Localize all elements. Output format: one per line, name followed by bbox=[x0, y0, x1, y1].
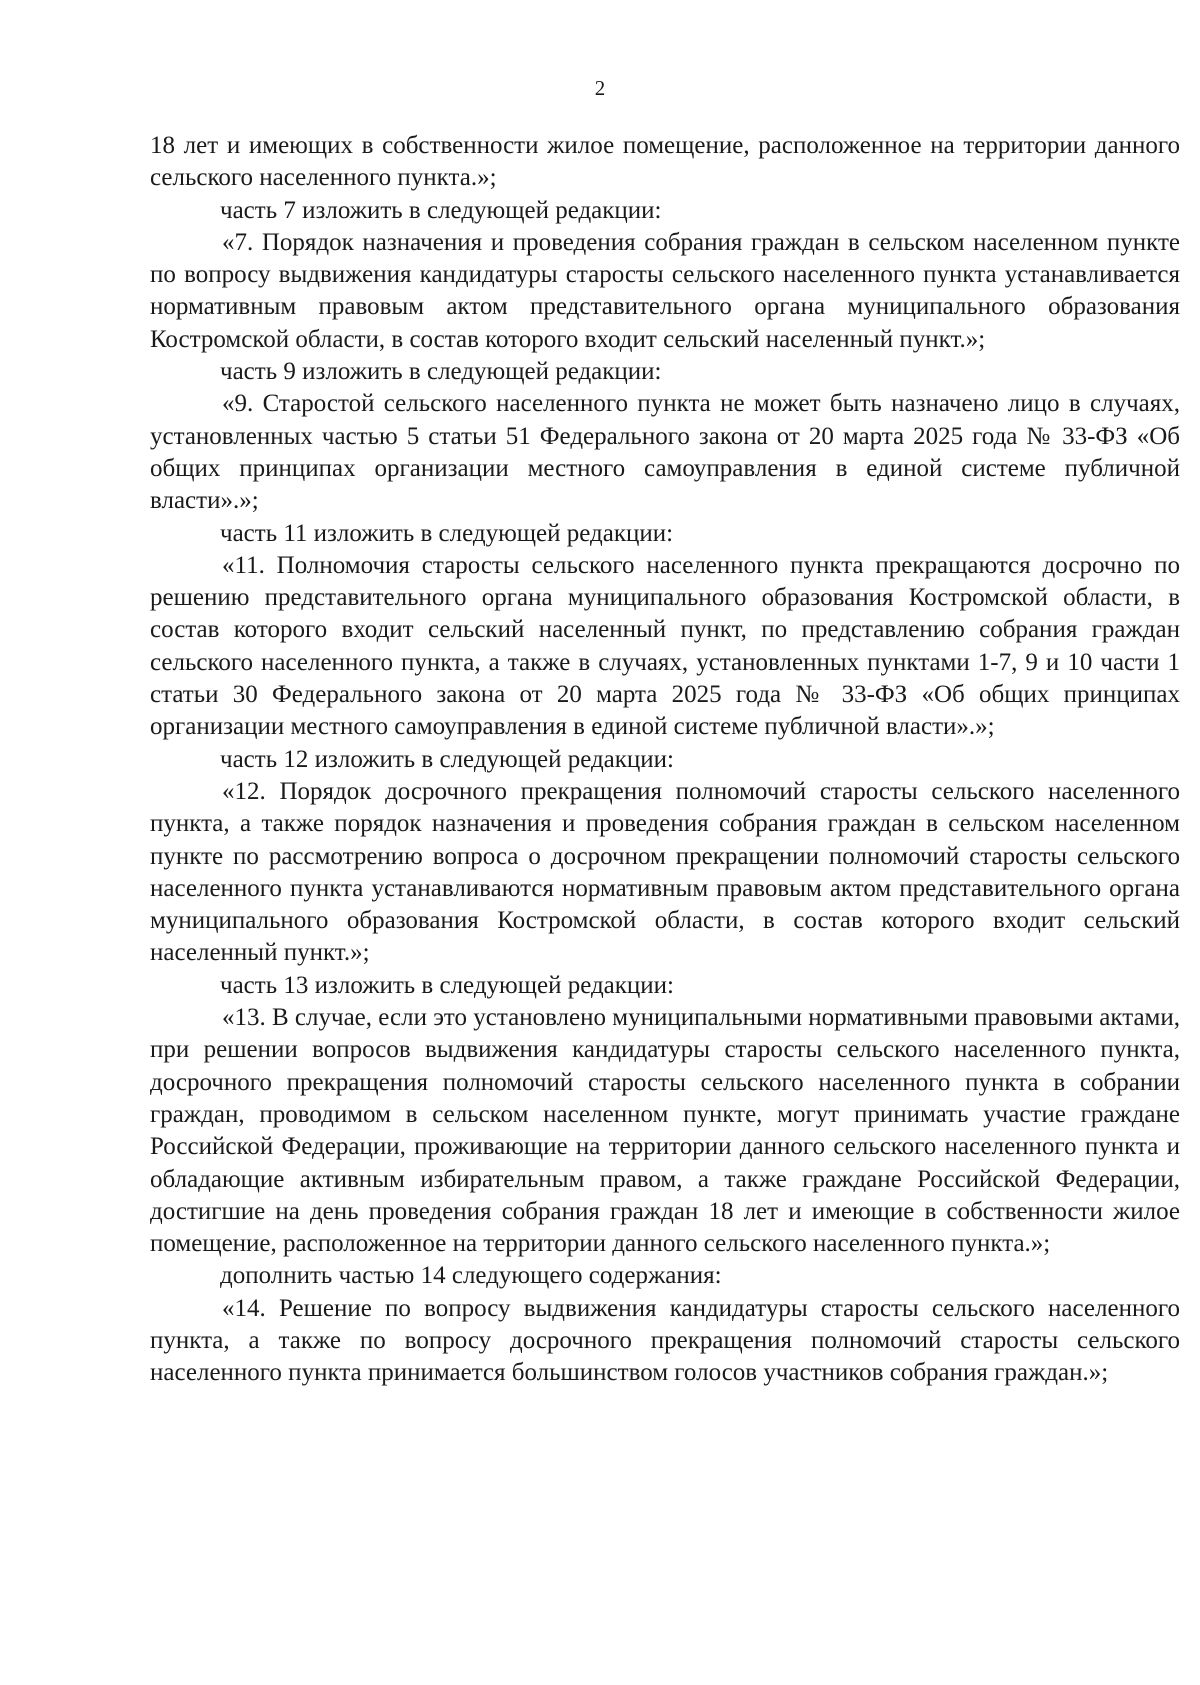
instruction-part-12: часть 12 изложить в следующей редакции: bbox=[220, 745, 675, 773]
amendment-text-part-12: «12. Порядок досрочного прекращения полномочий старосты сельского населенного пункта, а также порядок назначения и проведения собрания граждан в сельском населенном пункте по рассмотрению вопроса о досрочном прекращении полномочий старосты сельского населенного пункта устанавливаются нормативным правовым актом представительного органа муниципального образования Костромской области, в состав которого входит сельский населенный пункт.»; bbox=[150, 777, 1180, 967]
amendment-text-part-11: «11. Полномочия старосты сельского населенного пункта прекращаются досрочно по решению представительного органа муниципального образования Костромской области, в состав которого входит сельский населенный пункт, по представлению собрания граждан сельского населенного пункта, а также в случаях, установленных пунктами 1-7, 9 и 10 части 1 статьи 30 Федерального закона от 20 марта 2025 года № 33-ФЗ «Об общих принципах организации местного самоуправления в единой системе публичной власти».»; bbox=[150, 551, 1180, 741]
amendment-text-part-7: «7. Порядок назначения и проведения собрания граждан в сельском населенном пункте по вопросу выдвижения кандидатуры старосты сельского населенного пункта устанавливается нормативным правовым актом представительного органа муниципального образования Костромской области, в состав которого входит сельский населенный пункт.»; bbox=[150, 228, 1180, 353]
instruction-part-13: часть 13 изложить в следующей редакции: bbox=[220, 971, 675, 999]
instruction-part-11: часть 11 изложить в следующей редакции: bbox=[220, 519, 674, 547]
paragraph-continuation: 18 лет и имеющих в собственности жилое помещение, расположенное на территории данного сельского населенного пункта.»; bbox=[150, 132, 1180, 192]
document-body bbox=[150, 130, 1180, 1390]
amendment-text-part-13: «13. В случае, если это установлено муниципальными нормативными правовыми актами, при решении вопросов выдвижения кандидатуры старосты сельского населенного пункта, досрочного прекращения полномочий старосты сельского населенного пункта в собрании граждан, проводимом в сельском населенном пункте, могут принимать участие граждане Российской Федерации, проживающие на территории данного сельского населенного пункта и обладающие активным избирательным правом, а также граждане Российской Федерации, достигшие на день проведения собрания граждан 18 лет и имеющие в собственности жилое помещение, расположенное на территории данного сельского населенного пункта.»; bbox=[150, 1004, 1180, 1258]
instruction-part-7: часть 7 изложить в следующей редакции: bbox=[220, 196, 662, 224]
page-number: 2 bbox=[594, 76, 606, 100]
amendment-text-part-14: «14. Решение по вопросу выдвижения кандидатуры старосты сельского населенного пункта, а также по вопросу досрочного прекращения полномочий старосты сельского населенного пункта принимается большинством голосов участников собрания граждан.»; bbox=[150, 1294, 1180, 1387]
instruction-part-14: дополнить частью 14 следующего содержания: bbox=[220, 1262, 722, 1290]
amendment-text-part-9: «9. Старостой сельского населенного пункта не может быть назначено лицо в случаях, установленных частью 5 статьи 51 Федерального закона от 20 марта 2025 года № 33-ФЗ «Об общих принципах организации местного самоуправления в единой системе публичной власти».»; bbox=[150, 390, 1180, 515]
instruction-part-9: часть 9 изложить в следующей редакции: bbox=[220, 358, 662, 386]
